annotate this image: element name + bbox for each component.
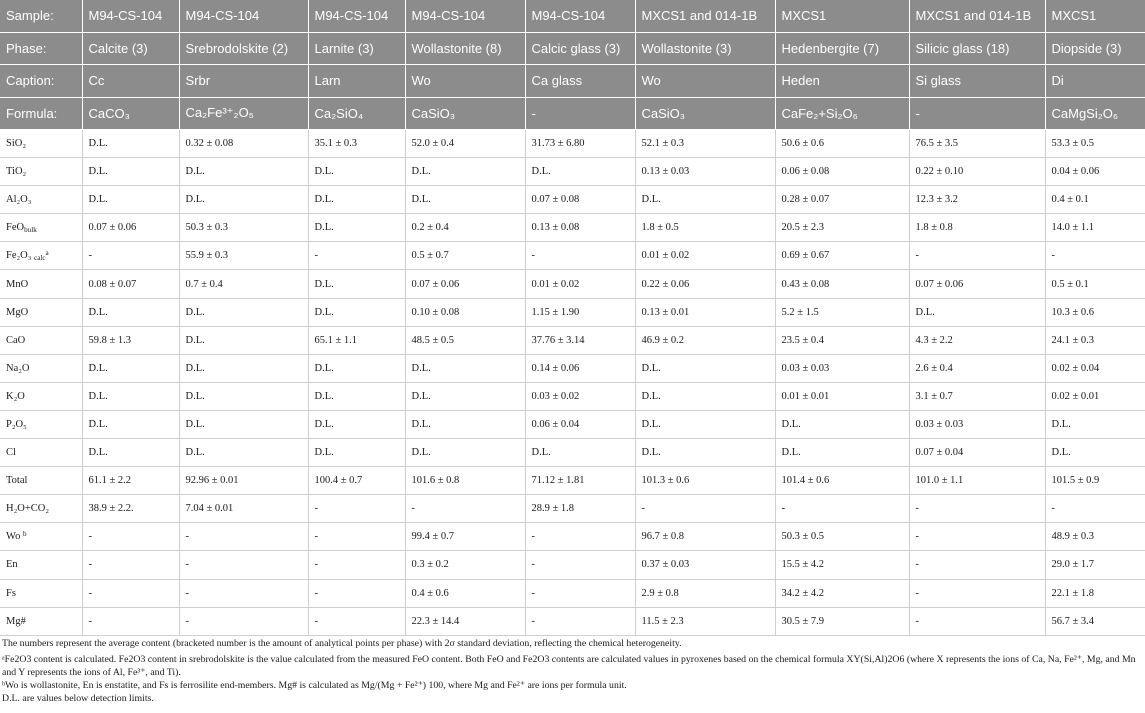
table-cell: D.L. [909, 298, 1045, 326]
table-cell: 37.76 ± 3.14 [525, 326, 635, 354]
header-row [0, 97, 1145, 130]
table-cell: 22.1 ± 1.8 [1045, 579, 1145, 607]
table-row [0, 242, 1145, 270]
footnote-b: ᵇWo is wollastonite, En is enstatite, and Fs is ferrosilite end-members. Mg# is calculated as Mg/(Mg + Fe²⁺) 100, where Mg and Fe²⁺ are ions per formula unit. [2, 680, 627, 691]
header-cell: M94-CS-104 [179, 0, 308, 32]
table-cell: 0.13 ± 0.01 [635, 298, 775, 326]
header-cell: Larn [308, 65, 405, 98]
table-cell: 0.13 ± 0.08 [525, 214, 635, 242]
footnote-a: ᵃFe2O3 content is calculated. Fe2O3 content in srebrodolskite is the value calculated from the measured FeO content. Both FeO and Fe2O3 contents are calculated values in pyroxenes based on the chemical formula XY(Si,Al)2O6 (where X represents the ions of Ca, Na, Fe²⁺, Mg, and Mn and Y represents the ions of Al, Fe³⁺, and Ti). [2, 654, 1136, 678]
table-cell: 0.22 ± 0.10 [909, 158, 1045, 186]
header-cell: CaSiO₃ [635, 97, 775, 130]
table-cell: 56.7 ± 3.4 [1045, 607, 1145, 635]
table-cell: D.L. [525, 439, 635, 467]
table-cell: 99.4 ± 0.7 [405, 523, 525, 551]
row-label: P₂O₅ [0, 410, 82, 438]
header-cell: CaMgSi₂O₆ [1045, 97, 1145, 130]
table-cell: - [308, 551, 405, 579]
table-cell: - [909, 523, 1045, 551]
table-cell: D.L. [82, 298, 179, 326]
header-cell: M94-CS-104 [82, 0, 179, 32]
table-header [0, 0, 1145, 130]
table-cell: - [82, 551, 179, 579]
table-cell: D.L. [775, 439, 909, 467]
table-row [0, 354, 1145, 382]
table-cell: D.L. [308, 270, 405, 298]
table-cell: 46.9 ± 0.2 [635, 326, 775, 354]
table-cell: D.L. [308, 439, 405, 467]
table-cell: 0.06 ± 0.08 [775, 158, 909, 186]
table-cell: D.L. [308, 410, 405, 438]
table-cell: 61.1 ± 2.2 [82, 467, 179, 495]
table-cell: 0.01 ± 0.01 [775, 382, 909, 410]
header-cell: M94-CS-104 [525, 0, 635, 32]
table-cell: 29.0 ± 1.7 [1045, 551, 1145, 579]
header-cell: Srebrodolskite (2) [179, 32, 308, 65]
table-cell: 1.15 ± 1.90 [525, 298, 635, 326]
table-cell: D.L. [82, 410, 179, 438]
header-row [0, 32, 1145, 65]
table-cell: 101.0 ± 1.1 [909, 467, 1045, 495]
table-cell: D.L. [308, 382, 405, 410]
table-cell: D.L. [1045, 410, 1145, 438]
table-cell: D.L. [82, 382, 179, 410]
table-cell: 0.28 ± 0.07 [775, 186, 909, 214]
header-cell: Si glass [909, 65, 1045, 98]
table-row [0, 326, 1145, 354]
table-cell: - [82, 242, 179, 270]
table-cell: 0.02 ± 0.04 [1045, 354, 1145, 382]
table-cell: D.L. [405, 186, 525, 214]
table-cell: D.L. [405, 410, 525, 438]
header-label: Caption: [0, 65, 82, 98]
table-cell: 71.12 ± 1.81 [525, 467, 635, 495]
table-row [0, 382, 1145, 410]
header-cell: Di [1045, 65, 1145, 98]
table-row [0, 186, 1145, 214]
table-cell: 48.9 ± 0.3 [1045, 523, 1145, 551]
table-cell: 96.7 ± 0.8 [635, 523, 775, 551]
table-cell: 0.69 ± 0.67 [775, 242, 909, 270]
header-cell: M94-CS-104 [405, 0, 525, 32]
table-cell: D.L. [82, 130, 179, 158]
table-cell: D.L. [635, 382, 775, 410]
footnote-general: The numbers represent the average content (bracketed number is the amount of analytical points per phase) with 2σ standard deviation, reflecting the chemical heterogeneity. [2, 638, 682, 649]
header-label: Formula: [0, 97, 82, 130]
table-cell: 0.07 ± 0.06 [909, 270, 1045, 298]
header-cell: MXCS1 [775, 0, 909, 32]
table-row [0, 579, 1145, 607]
footnote-dl: D.L. are values below detection limits. [2, 693, 154, 704]
table-cell: 0.5 ± 0.7 [405, 242, 525, 270]
table-cell: - [82, 579, 179, 607]
table-cell: 12.3 ± 3.2 [909, 186, 1045, 214]
table-cell: D.L. [179, 410, 308, 438]
table-cell: D.L. [405, 439, 525, 467]
table-cell: 11.5 ± 2.3 [635, 607, 775, 635]
table-cell: - [525, 579, 635, 607]
row-label: Total [0, 467, 82, 495]
table-cell: 48.5 ± 0.5 [405, 326, 525, 354]
header-label: Phase: [0, 32, 82, 65]
table-cell: 0.37 ± 0.03 [635, 551, 775, 579]
table-cell: - [775, 495, 909, 523]
table-row [0, 214, 1145, 242]
row-label: Cl [0, 439, 82, 467]
table-cell: D.L. [308, 214, 405, 242]
table-cell: - [1045, 495, 1145, 523]
table-cell: - [308, 242, 405, 270]
table-cell: - [308, 495, 405, 523]
table-cell: 34.2 ± 4.2 [775, 579, 909, 607]
table-cell: D.L. [308, 354, 405, 382]
table-cell: 0.06 ± 0.04 [525, 410, 635, 438]
table-cell: D.L. [635, 410, 775, 438]
header-cell: - [525, 97, 635, 130]
table-row [0, 551, 1145, 579]
table-row [0, 130, 1145, 158]
table-cell: - [308, 579, 405, 607]
table-cell: - [909, 579, 1045, 607]
row-label: Al₂O₃ [0, 186, 82, 214]
table-cell: 1.8 ± 0.5 [635, 214, 775, 242]
table-cell: D.L. [179, 186, 308, 214]
header-cell: Wo [635, 65, 775, 98]
table-row [0, 495, 1145, 523]
table-cell: 23.5 ± 0.4 [775, 326, 909, 354]
table-cell: - [635, 495, 775, 523]
table-cell: - [909, 551, 1045, 579]
table-row [0, 410, 1145, 438]
header-cell: CaSiO₃ [405, 97, 525, 130]
table-cell: 20.5 ± 2.3 [775, 214, 909, 242]
table-cell: 0.7 ± 0.4 [179, 270, 308, 298]
table-cell: - [525, 242, 635, 270]
table-cell: 0.07 ± 0.04 [909, 439, 1045, 467]
row-label: SiO₂ [0, 130, 82, 158]
table-cell: 52.0 ± 0.4 [405, 130, 525, 158]
table-cell: D.L. [308, 186, 405, 214]
table-cell: 0.02 ± 0.01 [1045, 382, 1145, 410]
header-cell: Diopside (3) [1045, 32, 1145, 65]
table-row [0, 523, 1145, 551]
table-cell: 2.6 ± 0.4 [909, 354, 1045, 382]
table-cell: 0.43 ± 0.08 [775, 270, 909, 298]
table-cell: D.L. [82, 158, 179, 186]
row-label: En [0, 551, 82, 579]
table-cell: D.L. [775, 410, 909, 438]
table-cell: 92.96 ± 0.01 [179, 467, 308, 495]
table-cell: 100.4 ± 0.7 [308, 467, 405, 495]
table-cell: - [525, 523, 635, 551]
table-cell: D.L. [82, 354, 179, 382]
table-cell: 0.4 ± 0.1 [1045, 186, 1145, 214]
header-cell: Larnite (3) [308, 32, 405, 65]
table-cell: - [308, 607, 405, 635]
header-cell: Heden [775, 65, 909, 98]
row-label: MgO [0, 298, 82, 326]
header-cell: - [909, 97, 1045, 130]
table-cell: 0.13 ± 0.03 [635, 158, 775, 186]
header-cell: MXCS1 and 014-1B [635, 0, 775, 32]
table-cell: 76.5 ± 3.5 [909, 130, 1045, 158]
table-cell: D.L. [1045, 439, 1145, 467]
row-label: Fe₂O₃ $_{calc}^a$ [0, 242, 82, 270]
header-cell: Ca₂SiO₄ [308, 97, 405, 130]
table-cell: D.L. [635, 186, 775, 214]
table-row [0, 607, 1145, 635]
header-cell: Wollastonite (8) [405, 32, 525, 65]
table-cell: 22.3 ± 14.4 [405, 607, 525, 635]
header-cell: Ca₂Fe³⁺₂O₅ [179, 97, 308, 130]
table-cell: 0.14 ± 0.06 [525, 354, 635, 382]
table-cell: - [1045, 242, 1145, 270]
header-cell: MXCS1 [1045, 0, 1145, 32]
table-cell: 0.03 ± 0.02 [525, 382, 635, 410]
table-footnotes [0, 637, 1140, 705]
table-cell: 53.3 ± 0.5 [1045, 130, 1145, 158]
table-cell: 59.8 ± 1.3 [82, 326, 179, 354]
table-cell: 0.07 ± 0.06 [405, 270, 525, 298]
table-cell: 50.3 ± 0.3 [179, 214, 308, 242]
table-cell: D.L. [179, 354, 308, 382]
table-cell: - [179, 551, 308, 579]
row-label: FeO$_{bulk}$ [0, 214, 82, 242]
table-cell: D.L. [82, 439, 179, 467]
header-row [0, 0, 1145, 32]
table-cell: 1.8 ± 0.8 [909, 214, 1045, 242]
table-cell: 0.07 ± 0.06 [82, 214, 179, 242]
table-cell: - [82, 607, 179, 635]
table-cell: - [405, 495, 525, 523]
table-cell: D.L. [308, 298, 405, 326]
header-cell: Ca glass [525, 65, 635, 98]
header-label: Sample: [0, 0, 82, 32]
table-cell: 0.01 ± 0.02 [635, 242, 775, 270]
table-cell: 101.4 ± 0.6 [775, 467, 909, 495]
table-cell: 35.1 ± 0.3 [308, 130, 405, 158]
header-cell: CaFe₂+Si₂O₆ [775, 97, 909, 130]
row-label: TiO₂ [0, 158, 82, 186]
header-cell: M94-CS-104 [308, 0, 405, 32]
table-cell: 4.3 ± 2.2 [909, 326, 1045, 354]
table-cell: 31.73 ± 6.80 [525, 130, 635, 158]
table-cell: 30.5 ± 7.9 [775, 607, 909, 635]
table-cell: - [179, 607, 308, 635]
table-cell: 50.3 ± 0.5 [775, 523, 909, 551]
table-cell: 52.1 ± 0.3 [635, 130, 775, 158]
table-cell: D.L. [179, 158, 308, 186]
table-cell: 65.1 ± 1.1 [308, 326, 405, 354]
table-cell: 0.3 ± 0.2 [405, 551, 525, 579]
table-cell: 3.1 ± 0.7 [909, 382, 1045, 410]
table-cell: D.L. [635, 354, 775, 382]
table-cell: 0.2 ± 0.4 [405, 214, 525, 242]
table-cell: 55.9 ± 0.3 [179, 242, 308, 270]
row-label: H₂O+CO₂ [0, 495, 82, 523]
table-cell: - [308, 523, 405, 551]
table-cell: D.L. [525, 158, 635, 186]
table-cell: 0.32 ± 0.08 [179, 130, 308, 158]
table-row [0, 298, 1145, 326]
table-cell: - [525, 607, 635, 635]
table-cell: 2.9 ± 0.8 [635, 579, 775, 607]
header-cell: CaCO₃ [82, 97, 179, 130]
header-cell: Srbr [179, 65, 308, 98]
header-cell: Calcic glass (3) [525, 32, 635, 65]
table-cell: 15.5 ± 4.2 [775, 551, 909, 579]
table-cell: 24.1 ± 0.3 [1045, 326, 1145, 354]
header-cell: Cc [82, 65, 179, 98]
row-label: Fs [0, 579, 82, 607]
table-cell: 101.3 ± 0.6 [635, 467, 775, 495]
table-cell: 0.5 ± 0.1 [1045, 270, 1145, 298]
table-cell: D.L. [179, 298, 308, 326]
table-cell: D.L. [405, 382, 525, 410]
table-cell: - [525, 551, 635, 579]
table-cell: D.L. [308, 158, 405, 186]
table-cell: 38.9 ± 2.2. [82, 495, 179, 523]
table-cell: D.L. [179, 326, 308, 354]
table-row [0, 467, 1145, 495]
table-cell: 0.07 ± 0.08 [525, 186, 635, 214]
table-cell: 101.6 ± 0.8 [405, 467, 525, 495]
table-cell: D.L. [635, 439, 775, 467]
table-cell: 101.5 ± 0.9 [1045, 467, 1145, 495]
table-cell: 10.3 ± 0.6 [1045, 298, 1145, 326]
table-cell: - [179, 523, 308, 551]
header-row [0, 65, 1145, 98]
table-cell: D.L. [179, 382, 308, 410]
header-cell: Hedenbergite (7) [775, 32, 909, 65]
table-body [0, 130, 1145, 636]
row-label: Wo $^b$ [0, 523, 82, 551]
header-cell: MXCS1 and 014-1B [909, 0, 1045, 32]
table-cell: D.L. [82, 186, 179, 214]
table-cell: 0.4 ± 0.6 [405, 579, 525, 607]
table-cell: 0.03 ± 0.03 [775, 354, 909, 382]
table-cell: - [82, 523, 179, 551]
table-cell: - [909, 242, 1045, 270]
header-cell: Calcite (3) [82, 32, 179, 65]
table-cell: 28.9 ± 1.8 [525, 495, 635, 523]
table-row [0, 158, 1145, 186]
row-label: CaO [0, 326, 82, 354]
header-cell: Wollastonite (3) [635, 32, 775, 65]
table-cell: 0.10 ± 0.08 [405, 298, 525, 326]
row-label: MnO [0, 270, 82, 298]
row-label: Mg# [0, 607, 82, 635]
table-cell: 5.2 ± 1.5 [775, 298, 909, 326]
table-cell: D.L. [405, 158, 525, 186]
table-cell: 0.01 ± 0.02 [525, 270, 635, 298]
table-cell: - [179, 579, 308, 607]
table-cell: 14.0 ± 1.1 [1045, 214, 1145, 242]
table-cell: D.L. [179, 439, 308, 467]
row-label: K₂O [0, 382, 82, 410]
table-cell: D.L. [405, 354, 525, 382]
table-cell: 0.22 ± 0.06 [635, 270, 775, 298]
table-cell: 0.08 ± 0.07 [82, 270, 179, 298]
table-cell: 50.6 ± 0.6 [775, 130, 909, 158]
table-cell: - [909, 607, 1045, 635]
row-label: Na₂O [0, 354, 82, 382]
table-row [0, 439, 1145, 467]
header-cell: Wo [405, 65, 525, 98]
table-cell: 0.04 ± 0.06 [1045, 158, 1145, 186]
table-cell: 0.03 ± 0.03 [909, 410, 1045, 438]
table-row [0, 270, 1145, 298]
table-cell: - [909, 495, 1045, 523]
header-cell: Silicic glass (18) [909, 32, 1045, 65]
table-cell: 7.04 ± 0.01 [179, 495, 308, 523]
